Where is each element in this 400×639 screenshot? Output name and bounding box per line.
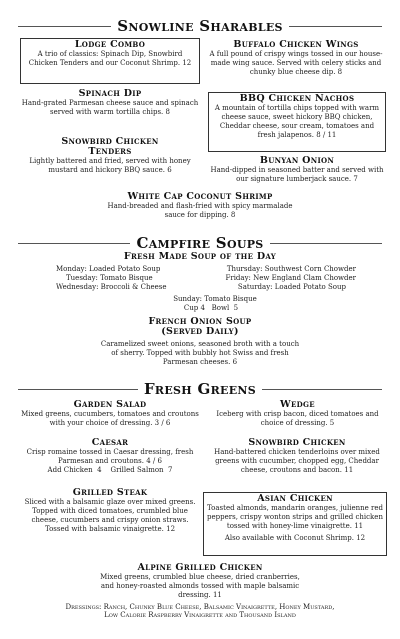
asian-chicken-desc: Toasted almonds, mandarin oranges, julienne red peppers, crispy wonton strips and grilled chicken tossed with honey-lime vinaigrette. [207,504,383,530]
snowbird-tenders-name-2: Tenders [88,146,132,157]
soup-monday: Monday: Loaded Potato Soup [56,265,161,273]
soups-section [12,235,388,251]
soup-tuesday: Tuesday: Tomato Bisque [66,274,153,282]
grilled-steak-desc: Sliced with a balsamic glaze over mixed greens. Topped with diced tomatoes, crumbled blue cheese, cucumbers and crispy onion straws. Tossed with balsamic vinaigrette. [24,498,196,533]
buffalo-wings-price: 8 [337,68,343,76]
soup-thursday: Thursday: Southwest Corn Chowder [226,265,356,273]
spinach-dip-item [20,89,200,117]
buffalo-wings-desc: A full pound of crispy wings tossed in our house-made wing sauce. Served with celery sticks and chunky blue cheese dip. [209,50,383,76]
alpine-chicken-name: Alpine Grilled Chicken [137,562,263,573]
bbq-nachos-price: 8 / 11 [316,131,337,139]
french-onion-name-2: (Served Daily) [161,326,239,337]
spinach-dip-name: Spinach Dip [78,88,142,99]
soup-cup-bowl: Cup 4 Bowl 5 [183,304,239,312]
buffalo-wings-item [207,40,385,77]
garden-salad-name: Garden Salad [73,399,147,410]
lodge-combo-item [20,38,200,84]
sharables-section [12,18,388,34]
lodge-combo-price: 12 [182,59,192,67]
snowbird-chicken-name: Snowbird Chicken [248,437,346,448]
wedge-price: 5 [329,419,335,427]
alpine-chicken-desc: Mixed greens, crumbled blue cheese, dried cranberries, and honey-roasted almonds tossed with maple balsamic dressing. [100,573,300,599]
greens-section [12,381,388,397]
soup-days [56,265,356,292]
dressings-note [8,603,392,619]
alpine-chicken-price: 11 [212,591,222,599]
grilled-steak-price: 12 [166,525,176,533]
coconut-shrimp-name: White Cap Coconut Shrimp [127,191,273,202]
soup-sunday: Sunday: Tomato Bisque [173,295,257,303]
french-onion-item [100,317,300,367]
bunyan-onion-item [207,156,387,184]
caesar-price: 4 / 6 [146,457,162,465]
garden-salad-item [20,400,200,428]
soups-title [12,235,388,251]
bunyan-onion-name: Bunyan Onion [259,155,335,166]
grilled-steak-name: Grilled Steak [72,487,148,498]
soup-of-day-title: Fresh Made Soup of the Day [123,251,277,262]
soup-saturday: Saturday: Loaded Potato Soup [237,283,346,291]
caesar-item [20,438,200,475]
sharables-title [12,18,388,34]
bunyan-onion-price: 7 [353,175,358,183]
buffalo-wings-name: Buffalo Chicken Wings [233,39,359,50]
lodge-combo-name: Lodge Combo [72,40,148,50]
snowbird-chicken-price: 11 [344,466,354,474]
lodge-combo-desc: A trio of classics: Spinach Dip, Snowbird Chicken Tenders and our Coconut Shrimp. [28,50,183,67]
asian-chicken-item [203,492,387,556]
sharables-title-text: Snowline Sharables [117,17,283,35]
dressings-line-1: Dressings: Ranch, Chunky Blue Cheese, Balsamic Vinaigrette, Honey Mustard, [65,603,335,611]
caesar-desc: Crisp romaine tossed in Caesar dressing, fresh Parmesan and croutons. [26,448,194,465]
french-onion-desc: Caramelized sweet onions, seasoned broth with a touch of sherry. Topped with bubbly hot Swiss and fresh Parmesan cheeses. [100,340,300,366]
spinach-dip-desc: Hand-grated Parmesan cheese sauce and spinach served with warm tortilla chips. [21,99,199,116]
french-onion-name-1: French Onion Soup [148,316,252,327]
bbq-nachos-desc: A mountain of tortilla chips topped with warm cheese sauce, sweet hickory BBQ chicken, Cheddar cheese, sour cream, tomatoes and fresh jalapenos. [214,104,380,139]
wedge-item [210,400,385,428]
soups-title-text: Campfire Soups [136,234,264,252]
asian-chicken-price: 11 [354,522,364,530]
wedge-name: Wedge [280,399,315,410]
wedge-desc: Iceberg with crisp bacon, diced tomatoes and choice of dressing. [216,410,379,427]
garden-salad-price: 3 / 6 [154,419,171,427]
grilled-steak-item [20,488,200,534]
bbq-nachos-item [208,92,386,152]
snowbird-tenders-desc: Lightly battered and fried, served with honey mustard and hickory BBQ sauce. [29,157,191,174]
coconut-shrimp-price: 8 [230,211,236,219]
coconut-shrimp-item [100,192,300,220]
asian-chicken-alt-price: 12 [356,534,366,542]
asian-chicken-alt: Also available with Coconut Shrimp. [224,534,354,542]
soup-wednesday: Wednesday: Broccoli & Cheese [56,283,167,291]
coconut-shrimp-desc: Hand-breaded and flash-fried with spicy marmalade sauce for dipping. [107,202,293,219]
bunyan-onion-desc: Hand-dipped in seasoned batter and served with our signature lumberjack sauce. [210,166,384,183]
bbq-nachos-name: BBQ Chicken Nachos [237,94,358,104]
snowbird-tenders-name-1: Snowbird Chicken [61,136,159,147]
greens-title [12,381,388,397]
caesar-addons: Add Chicken 4 Grilled Salmon 7 [47,466,173,474]
asian-chicken-name: Asian Chicken [254,494,336,504]
caesar-name: Caesar [91,437,129,448]
alpine-chicken-item [100,563,300,600]
snowbird-chicken-item [207,438,387,475]
soup-friday: Friday: New England Clam Chowder [225,274,356,282]
spinach-dip-price: 8 [165,108,170,116]
french-onion-price: 6 [232,358,238,366]
snowbird-tenders-item [20,137,200,175]
snowbird-chicken-desc: Hand-battered chicken tenderloins over mixed greens with cucumber, chopped egg, Cheddar cheese, croutons and bacon. [214,448,380,474]
snowbird-tenders-price: 6 [167,166,172,174]
greens-title-text: Fresh Greens [143,380,257,398]
dressings-line-2: Low Calorie Raspberry Vinaigrette and Thousand Island [104,611,296,619]
garden-salad-desc: Mixed greens, cucumbers, tomatoes and croutons with your choice of dressing. [21,410,199,427]
